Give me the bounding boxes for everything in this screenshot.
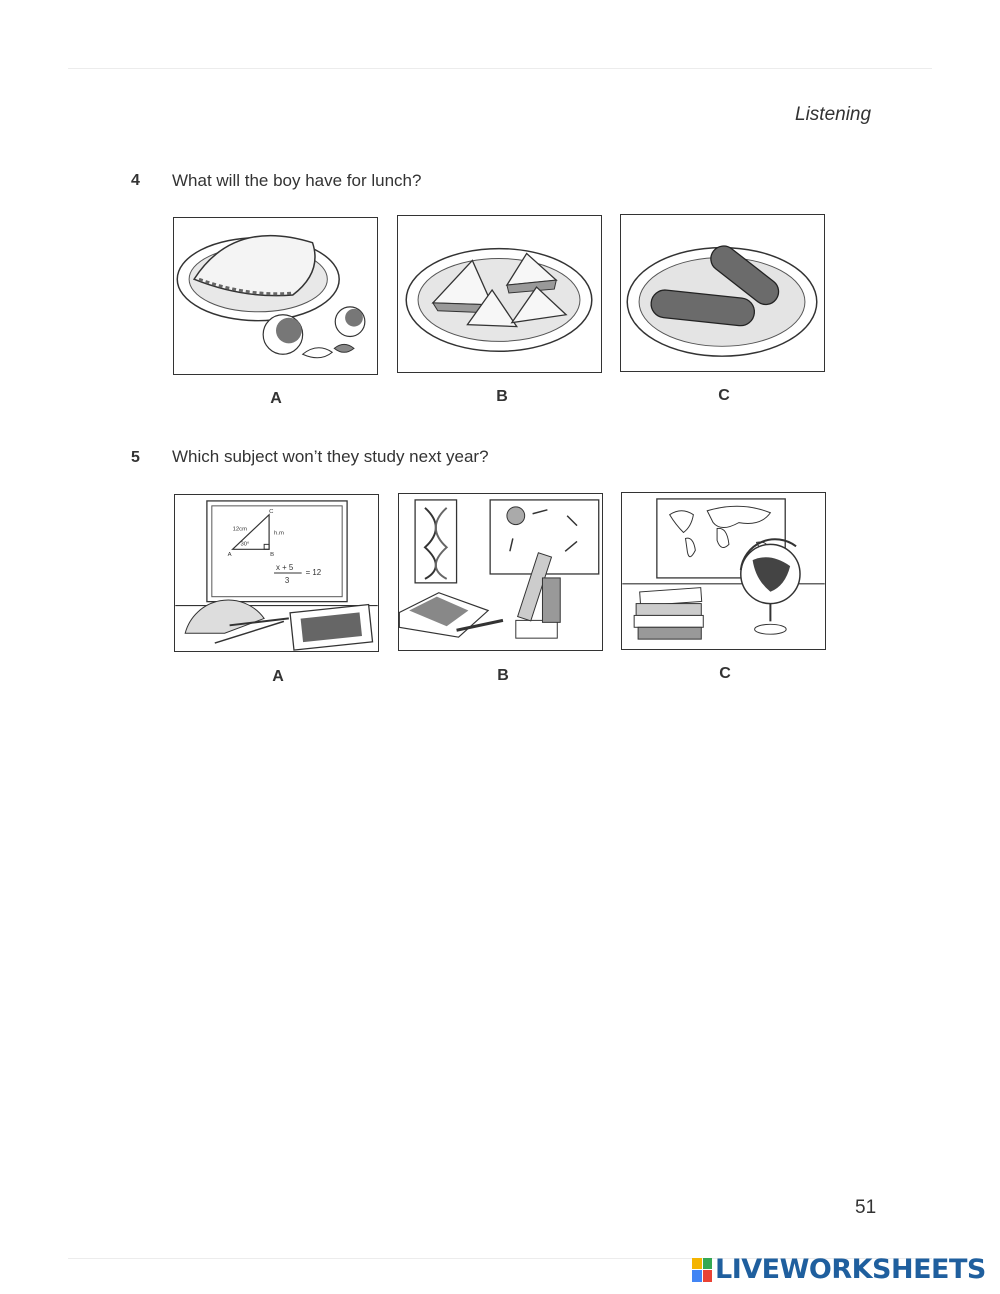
- liveworksheets-logo: [692, 1254, 986, 1285]
- sandwiches-illustration: [398, 216, 601, 372]
- brand-grid-icon: [692, 1258, 712, 1282]
- option-image-maths[interactable]: [174, 494, 379, 652]
- question-text: Which subject won’t they study next year?: [172, 447, 489, 466]
- option-label-a: A: [270, 390, 282, 407]
- option-label-c: C: [718, 387, 730, 404]
- brand-name: LIVEWORKSHEETS: [715, 1254, 986, 1285]
- vertex-a-label: A: [227, 552, 232, 559]
- option-label-c: C: [719, 665, 731, 682]
- vertex-c-label: C: [269, 508, 274, 515]
- option-image-geography[interactable]: [621, 492, 826, 650]
- geography-classroom-illustration: [622, 493, 825, 649]
- maths-classroom-illustration: [175, 495, 378, 651]
- side-a-label: 12cm: [232, 526, 248, 533]
- option-image-sausages[interactable]: [620, 214, 825, 372]
- option-label-b: B: [497, 667, 509, 684]
- option-label-b: B: [496, 388, 508, 405]
- option-image-science[interactable]: [398, 493, 603, 651]
- science-classroom-illustration: [399, 494, 602, 650]
- fraction-numerator: x + 5: [276, 563, 294, 573]
- option-label-a: A: [272, 668, 284, 685]
- question-number: 5: [131, 449, 140, 466]
- omelette-illustration: [174, 218, 377, 374]
- side-b-label: h.m: [274, 530, 284, 537]
- question-number: 4: [131, 172, 140, 189]
- option-image-sandwiches[interactable]: [397, 215, 602, 373]
- question-text: What will the boy have for lunch?: [172, 171, 422, 190]
- vertex-b-label: B: [270, 552, 275, 559]
- sausages-illustration: [621, 215, 824, 371]
- page-number: 51: [855, 1197, 877, 1218]
- fraction-denominator: 3: [284, 575, 290, 585]
- option-image-omelette[interactable]: [173, 217, 378, 375]
- top-rule: [68, 68, 932, 69]
- angle-label: 30°: [240, 541, 250, 548]
- section-title: Listening: [795, 104, 872, 125]
- fraction-result: = 12: [305, 567, 322, 577]
